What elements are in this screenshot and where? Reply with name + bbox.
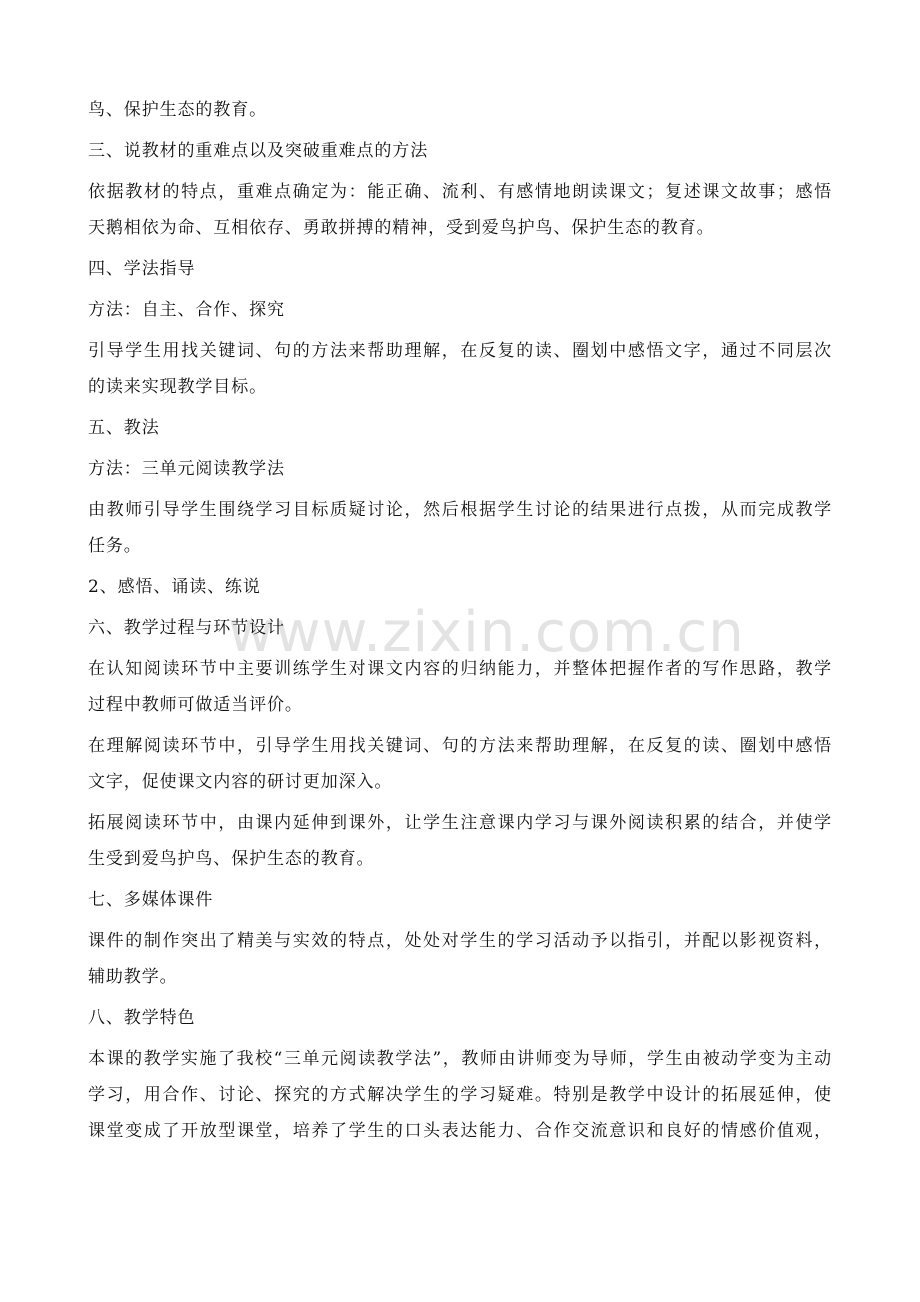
- text-line: 辅助教学。: [88, 967, 178, 987]
- text-line: 课件的制作突出了精美与实效的特点，处处对学生的学习活动予以指引，并配以影视资料，: [88, 931, 832, 951]
- section-heading: 六、教学过程与环节设计: [88, 618, 285, 638]
- text-line: 引导学生用找关键词、句的方法来帮助理解，在反复的读、圈划中感悟文字，通过不同层次: [88, 341, 832, 361]
- text-line: 文字，促使课文内容的研讨更加深入。: [88, 772, 393, 792]
- text-line: 方法：自主、合作、探究: [88, 300, 285, 320]
- text-line: 过程中教师可做适当评价。: [88, 695, 303, 715]
- text-line: 生受到爱鸟护鸟、保护生态的教育。: [88, 849, 375, 869]
- text-line: 方法：三单元阅读教学法: [88, 459, 285, 479]
- section-heading: 四、学法指导: [88, 259, 196, 279]
- section-heading: 八、教学特色: [88, 1008, 196, 1028]
- section-heading: 三、说教材的重难点以及突破重难点的方法: [88, 141, 429, 161]
- section-heading: 七、多媒体课件: [88, 890, 214, 910]
- text-line: 在认知阅读环节中主要训练学生对课文内容的归纳能力，并整体把握作者的写作思路，教学: [88, 659, 832, 679]
- text-line: 依据教材的特点，重难点确定为：能正确、流利、有感情地朗读课文；复述课文故事；感悟: [88, 182, 832, 202]
- text-line: 学习，用合作、讨论、探究的方式解决学生的学习疑难。特别是教学中设计的拓展延伸，使: [88, 1085, 832, 1105]
- section-heading: 五、教法: [88, 418, 160, 438]
- text-line: 拓展阅读环节中，由课内延伸到课外，让学生注意课内学习与课外阅读积累的结合，并使学: [88, 813, 832, 833]
- text-line: 在理解阅读环节中，引导学生用找关键词、句的方法来帮助理解，在反复的读、圈划中感悟: [88, 736, 832, 756]
- text-line: 鸟、保护生态的教育。: [88, 100, 267, 120]
- document-body: [88, 92, 832, 1149]
- text-line: 2、感悟、诵读、练说: [88, 577, 261, 597]
- text-line: 任务。: [88, 536, 142, 556]
- text-line: 本课的教学实施了我校“三单元阅读教学法”，教师由讲师变为导师，学生由被动学变为主动: [88, 1049, 832, 1069]
- text-line: 由教师引导学生围绕学习目标质疑讨论，然后根据学生讨论的结果进行点拨，从而完成教学: [88, 500, 832, 520]
- text-line: 天鹅相依为命、互相依存、勇敢拼搏的精神，受到爱鸟护鸟、保护生态的教育。: [88, 218, 715, 238]
- text-line: 课堂变成了开放型课堂，培养了学生的口头表达能力、合作交流意识和良好的情感价值观，: [88, 1121, 832, 1141]
- text-line: 的读来实现教学目标。: [88, 377, 267, 397]
- watermark: www.zixin.com.cn: [228, 600, 745, 665]
